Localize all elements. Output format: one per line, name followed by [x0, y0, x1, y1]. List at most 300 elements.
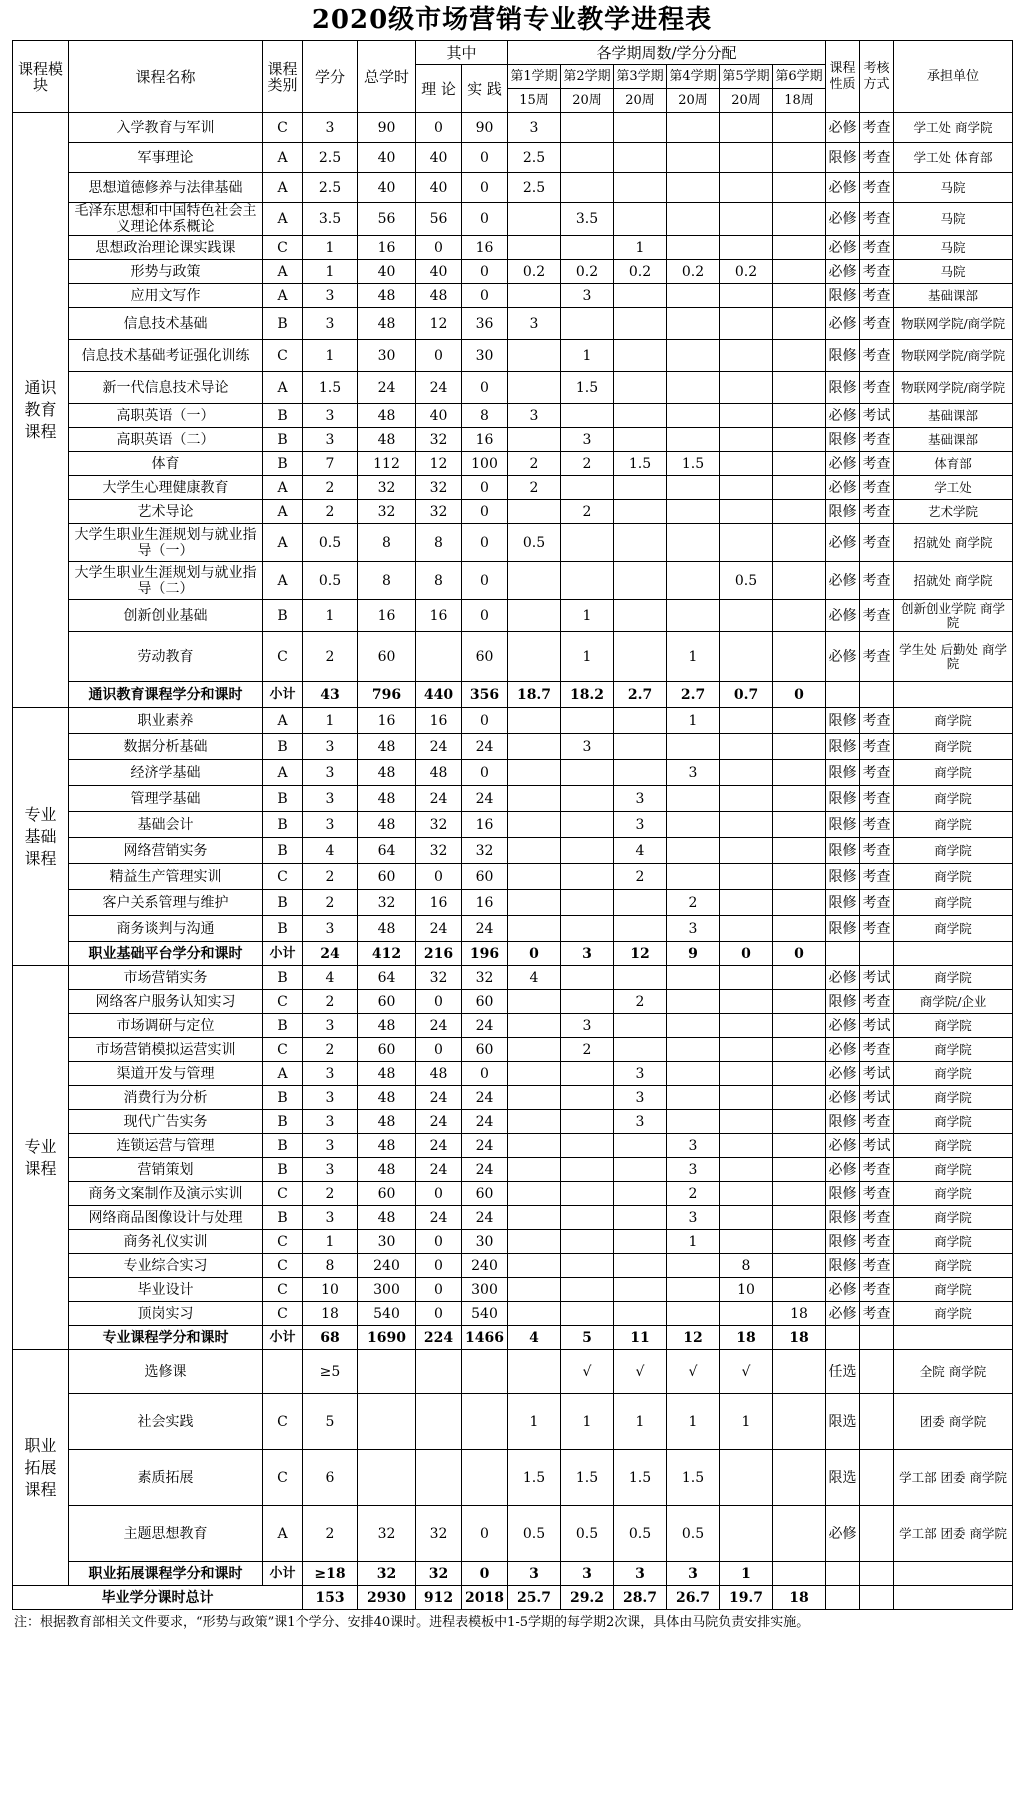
type-cell: A — [263, 143, 303, 173]
term-4-cell: 0.2 — [667, 260, 720, 284]
type-cell: A — [263, 1062, 303, 1086]
term-1-cell — [508, 708, 561, 734]
term-1-cell — [508, 203, 561, 236]
term-6-cell — [773, 1394, 826, 1450]
term-4-cell — [667, 524, 720, 562]
term-1-cell — [508, 1254, 561, 1278]
course-name-cell: 信息技术基础 — [69, 308, 263, 340]
theory-cell: 32 — [416, 838, 462, 864]
table-row — [13, 1038, 1013, 1062]
term-1-cell — [508, 1206, 561, 1230]
subtotal-value: 412 — [358, 942, 416, 966]
exam-cell: 考查 — [860, 1158, 894, 1182]
term-4-cell — [667, 340, 720, 372]
term-3-cell — [614, 143, 667, 173]
credit-cell: 1.5 — [303, 372, 358, 404]
term-6-cell — [773, 1206, 826, 1230]
term-1-cell: 2 — [508, 452, 561, 476]
module-cell: 专业课程 — [13, 966, 69, 1350]
subtotal-value: 0 — [462, 1562, 508, 1586]
subtotal-value: 3 — [561, 1562, 614, 1586]
term-5-cell — [720, 600, 773, 632]
header-term-6: 第6学期 — [773, 65, 826, 89]
subtotal-value: 18 — [720, 1326, 773, 1350]
practice-cell: 0 — [462, 1062, 508, 1086]
table-row — [13, 632, 1013, 682]
practice-cell: 60 — [462, 864, 508, 890]
unit-cell: 商学院 — [894, 1206, 1013, 1230]
term-1-cell — [508, 1086, 561, 1110]
total-value: 912 — [416, 1586, 462, 1610]
table-row — [13, 1134, 1013, 1158]
practice-cell: 24 — [462, 1134, 508, 1158]
theory-cell: 8 — [416, 562, 462, 600]
term-1-cell — [508, 632, 561, 682]
term-1-cell: 0.2 — [508, 260, 561, 284]
term-2-cell: 2 — [561, 1038, 614, 1062]
exam-cell: 考查 — [860, 143, 894, 173]
table-row — [13, 1062, 1013, 1086]
hours-cell: 24 — [358, 372, 416, 404]
practice-cell: 30 — [462, 340, 508, 372]
practice-cell: 90 — [462, 113, 508, 143]
term-5-cell — [720, 708, 773, 734]
term-2-cell: 1 — [561, 600, 614, 632]
course-name-cell: 消费行为分析 — [69, 1086, 263, 1110]
unit-cell: 学工处 — [894, 476, 1013, 500]
exam-cell: 考查 — [860, 1230, 894, 1254]
type-cell: B — [263, 1014, 303, 1038]
hours-cell: 48 — [358, 1158, 416, 1182]
term-3-cell — [614, 1206, 667, 1230]
course-name-cell: 体育 — [69, 452, 263, 476]
credit-cell: 1 — [303, 600, 358, 632]
empty-cell — [826, 682, 860, 708]
term-2-cell: 1.5 — [561, 372, 614, 404]
exam-cell: 考查 — [860, 600, 894, 632]
table-body — [13, 41, 1013, 1610]
term-6-cell — [773, 203, 826, 236]
subtotal-value: 12 — [667, 1326, 720, 1350]
nature-cell: 限修 — [826, 372, 860, 404]
exam-cell — [860, 1394, 894, 1450]
table-row — [13, 113, 1013, 143]
exam-cell: 考查 — [860, 260, 894, 284]
course-name-cell: 管理学基础 — [69, 786, 263, 812]
unit-cell: 学工处 体育部 — [894, 143, 1013, 173]
practice-cell: 16 — [462, 812, 508, 838]
hours-cell: 90 — [358, 113, 416, 143]
type-cell: B — [263, 600, 303, 632]
credit-cell: 3 — [303, 916, 358, 942]
subtotal-value: 0.7 — [720, 682, 773, 708]
practice-cell: 24 — [462, 734, 508, 760]
nature-cell: 必修 — [826, 173, 860, 203]
term-6-cell — [773, 1278, 826, 1302]
term-1-cell — [508, 864, 561, 890]
subtotal-value: 9 — [667, 942, 720, 966]
type-cell: A — [263, 203, 303, 236]
hours-cell: 48 — [358, 284, 416, 308]
hours-cell: 48 — [358, 786, 416, 812]
nature-cell: 限修 — [826, 734, 860, 760]
course-name-cell: 信息技术基础考证强化训练 — [69, 340, 263, 372]
header-theory: 理 论 — [416, 65, 462, 113]
hours-cell: 32 — [358, 890, 416, 916]
practice-cell: 60 — [462, 632, 508, 682]
header-exam: 考核方式 — [860, 41, 894, 113]
theory-cell: 32 — [416, 966, 462, 990]
practice-cell: 24 — [462, 786, 508, 812]
practice-cell: 0 — [462, 760, 508, 786]
term-5-cell — [720, 1230, 773, 1254]
term-6-cell — [773, 734, 826, 760]
type-cell: C — [263, 1230, 303, 1254]
theory-cell: 40 — [416, 173, 462, 203]
term-3-cell — [614, 1134, 667, 1158]
credit-cell: 2 — [303, 1038, 358, 1062]
footnote: 注：根据教育部相关文件要求，“形势与政策”课1个学分、安排40课时。进程表模板中1-5学期的每学期2次课，具体由马院负责安排实施。 — [14, 1615, 810, 1630]
credit-cell: 4 — [303, 838, 358, 864]
term-6-cell — [773, 284, 826, 308]
table-row — [13, 1506, 1013, 1562]
nature-cell: 限修 — [826, 340, 860, 372]
credit-cell: 3.5 — [303, 203, 358, 236]
term-6-cell — [773, 600, 826, 632]
term-1-cell — [508, 786, 561, 812]
course-name-cell: 军事理论 — [69, 143, 263, 173]
term-3-cell — [614, 708, 667, 734]
table-row — [13, 990, 1013, 1014]
unit-cell: 学工部 团委 商学院 — [894, 1450, 1013, 1506]
theory-cell: 48 — [416, 760, 462, 786]
term-1-cell — [508, 1182, 561, 1206]
exam-cell: 考查 — [860, 1182, 894, 1206]
term-2-cell: 0.2 — [561, 260, 614, 284]
header-row-1 — [13, 41, 1013, 65]
term-2-cell — [561, 1062, 614, 1086]
type-cell: B — [263, 404, 303, 428]
subtotal-tag: 小计 — [263, 942, 303, 966]
credit-cell: 3 — [303, 1014, 358, 1038]
course-name-cell: 素质拓展 — [69, 1450, 263, 1506]
unit-cell: 学生处 后勤处 商学院 — [894, 632, 1013, 682]
hours-cell: 300 — [358, 1278, 416, 1302]
term-1-cell — [508, 428, 561, 452]
term-4-cell — [667, 562, 720, 600]
unit-cell: 招就处 商学院 — [894, 562, 1013, 600]
term-4-cell — [667, 404, 720, 428]
total-value: 18 — [773, 1586, 826, 1610]
hours-cell: 48 — [358, 1062, 416, 1086]
term-2-cell — [561, 1278, 614, 1302]
theory-cell: 0 — [416, 864, 462, 890]
hours-cell: 40 — [358, 143, 416, 173]
term-2-cell — [561, 708, 614, 734]
credit-cell: 1 — [303, 236, 358, 260]
type-cell: A — [263, 372, 303, 404]
table-row — [13, 760, 1013, 786]
term-6-cell — [773, 1014, 826, 1038]
term-4-cell — [667, 1110, 720, 1134]
term-5-cell: 0.5 — [720, 562, 773, 600]
term-1-cell — [508, 1038, 561, 1062]
term-5-cell — [720, 340, 773, 372]
course-name-cell: 选修课 — [69, 1350, 263, 1394]
term-1-cell — [508, 1350, 561, 1394]
unit-cell: 商学院 — [894, 838, 1013, 864]
term-1-cell — [508, 1302, 561, 1326]
nature-cell: 必修 — [826, 1134, 860, 1158]
unit-cell: 商学院 — [894, 1278, 1013, 1302]
term-6-cell — [773, 562, 826, 600]
practice-cell: 36 — [462, 308, 508, 340]
term-1-cell — [508, 890, 561, 916]
term-5-cell — [720, 1062, 773, 1086]
nature-cell: 限修 — [826, 1110, 860, 1134]
term-5-cell — [720, 1038, 773, 1062]
exam-cell: 考查 — [860, 1302, 894, 1326]
table-row — [13, 1278, 1013, 1302]
subtotal-value: 24 — [303, 942, 358, 966]
term-6-cell — [773, 476, 826, 500]
term-2-cell: 1.5 — [561, 1450, 614, 1506]
subtotal-row — [13, 942, 1013, 966]
empty-cell — [894, 682, 1013, 708]
hours-cell: 48 — [358, 1134, 416, 1158]
term-6-cell — [773, 428, 826, 452]
term-1-cell: 0.5 — [508, 524, 561, 562]
course-name-cell: 劳动教育 — [69, 632, 263, 682]
term-5-cell — [720, 786, 773, 812]
term-2-cell: 3 — [561, 1014, 614, 1038]
credit-cell: 5 — [303, 1394, 358, 1450]
term-3-cell: √ — [614, 1350, 667, 1394]
hours-cell: 112 — [358, 452, 416, 476]
type-cell: B — [263, 966, 303, 990]
table-row — [13, 600, 1013, 632]
subtotal-value: 0 — [508, 942, 561, 966]
subtotal-value: 0 — [773, 942, 826, 966]
subtotal-value: 2.7 — [614, 682, 667, 708]
term-3-cell — [614, 203, 667, 236]
unit-cell: 商学院 — [894, 916, 1013, 942]
credit-cell: 3 — [303, 1110, 358, 1134]
curriculum-table-wrapper — [12, 40, 1012, 1610]
nature-cell: 限选 — [826, 1394, 860, 1450]
subtotal-label: 职业拓展课程学分和课时 — [69, 1562, 263, 1586]
table-row — [13, 1158, 1013, 1182]
term-3-cell: 1 — [614, 236, 667, 260]
table-row — [13, 786, 1013, 812]
term-1-cell — [508, 734, 561, 760]
type-cell: B — [263, 428, 303, 452]
term-1-cell — [508, 340, 561, 372]
total-value: 29.2 — [561, 1586, 614, 1610]
hours-cell — [358, 1450, 416, 1506]
course-name-cell: 职业素养 — [69, 708, 263, 734]
table-row — [13, 1230, 1013, 1254]
practice-cell: 24 — [462, 916, 508, 942]
type-cell: A — [263, 562, 303, 600]
practice-cell: 24 — [462, 1110, 508, 1134]
term-3-cell — [614, 1038, 667, 1062]
theory-cell: 48 — [416, 284, 462, 308]
credit-cell: 2 — [303, 500, 358, 524]
exam-cell: 考试 — [860, 1062, 894, 1086]
course-name-cell: 高职英语（一） — [69, 404, 263, 428]
practice-cell: 24 — [462, 1014, 508, 1038]
type-cell: A — [263, 284, 303, 308]
term-2-cell — [561, 1230, 614, 1254]
credit-cell: 8 — [303, 1254, 358, 1278]
header-credit: 学分 — [303, 41, 358, 113]
credit-cell: 2 — [303, 476, 358, 500]
term-4-cell — [667, 308, 720, 340]
type-cell: B — [263, 1086, 303, 1110]
practice-cell: 16 — [462, 428, 508, 452]
term-2-cell — [561, 864, 614, 890]
header-term-4: 第4学期 — [667, 65, 720, 89]
hours-cell: 48 — [358, 1086, 416, 1110]
term-4-cell — [667, 1014, 720, 1038]
term-3-cell: 1.5 — [614, 452, 667, 476]
type-cell: C — [263, 632, 303, 682]
term-6-cell — [773, 113, 826, 143]
term-5-cell — [720, 372, 773, 404]
nature-cell: 必修 — [826, 308, 860, 340]
exam-cell: 考查 — [860, 760, 894, 786]
theory-cell: 32 — [416, 428, 462, 452]
course-name-cell: 主题思想教育 — [69, 1506, 263, 1562]
exam-cell: 考查 — [860, 864, 894, 890]
term-2-cell — [561, 1110, 614, 1134]
term-6-cell — [773, 1350, 826, 1394]
term-5-cell: √ — [720, 1350, 773, 1394]
hours-cell: 40 — [358, 260, 416, 284]
term-1-cell: 1 — [508, 1394, 561, 1450]
header-module: 课程模块 — [13, 41, 69, 113]
practice-cell — [462, 1350, 508, 1394]
hours-cell: 48 — [358, 1206, 416, 1230]
table-row — [13, 966, 1013, 990]
course-name-cell: 顶岗实习 — [69, 1302, 263, 1326]
unit-cell: 商学院 — [894, 864, 1013, 890]
hours-cell: 32 — [358, 500, 416, 524]
term-4-cell — [667, 284, 720, 308]
unit-cell: 商学院 — [894, 1110, 1013, 1134]
exam-cell: 考查 — [860, 1278, 894, 1302]
unit-cell: 物联网学院/商学院 — [894, 340, 1013, 372]
term-3-cell — [614, 524, 667, 562]
term-4-cell — [667, 1086, 720, 1110]
type-cell: B — [263, 1110, 303, 1134]
subtotal-tag: 小计 — [263, 682, 303, 708]
theory-cell: 16 — [416, 890, 462, 916]
exam-cell: 考查 — [860, 1038, 894, 1062]
module-cell: 通识教育课程 — [13, 113, 69, 708]
term-5-cell — [720, 113, 773, 143]
theory-cell: 0 — [416, 1230, 462, 1254]
table-row — [13, 1350, 1013, 1394]
table-row — [13, 708, 1013, 734]
term-4-cell — [667, 1038, 720, 1062]
term-1-cell — [508, 600, 561, 632]
subtotal-value: 12 — [614, 942, 667, 966]
table-row — [13, 260, 1013, 284]
credit-cell: 3 — [303, 734, 358, 760]
exam-cell: 考查 — [860, 476, 894, 500]
unit-cell: 商学院 — [894, 1254, 1013, 1278]
nature-cell: 必修 — [826, 562, 860, 600]
term-5-cell — [720, 1206, 773, 1230]
term-3-cell: 3 — [614, 786, 667, 812]
term-6-cell — [773, 143, 826, 173]
theory-cell — [416, 1450, 462, 1506]
type-cell: A — [263, 500, 303, 524]
theory-cell — [416, 1350, 462, 1394]
unit-cell: 商学院 — [894, 1230, 1013, 1254]
course-name-cell: 毕业设计 — [69, 1278, 263, 1302]
term-1-cell — [508, 236, 561, 260]
unit-cell: 商学院 — [894, 1134, 1013, 1158]
term-3-cell: 0.2 — [614, 260, 667, 284]
credit-cell: 2.5 — [303, 143, 358, 173]
nature-cell: 必修 — [826, 1302, 860, 1326]
unit-cell: 商学院 — [894, 708, 1013, 734]
table-row — [13, 203, 1013, 236]
table-row — [13, 562, 1013, 600]
term-4-cell — [667, 1302, 720, 1326]
total-value: 2018 — [462, 1586, 508, 1610]
nature-cell: 必修 — [826, 966, 860, 990]
theory-cell — [416, 632, 462, 682]
subtotal-label: 专业课程学分和课时 — [69, 1326, 263, 1350]
term-2-cell — [561, 966, 614, 990]
unit-cell: 商学院 — [894, 966, 1013, 990]
table-row — [13, 1450, 1013, 1506]
type-cell: C — [263, 1182, 303, 1206]
subtotal-value: 18.2 — [561, 682, 614, 708]
theory-cell: 16 — [416, 600, 462, 632]
practice-cell: 0 — [462, 284, 508, 308]
type-cell: B — [263, 838, 303, 864]
term-5-cell — [720, 308, 773, 340]
header-term-1: 第1学期 — [508, 65, 561, 89]
course-name-cell: 客户关系管理与维护 — [69, 890, 263, 916]
unit-cell: 学工部 团委 商学院 — [894, 1506, 1013, 1562]
subtotal-label: 职业基础平台学分和课时 — [69, 942, 263, 966]
table-row — [13, 173, 1013, 203]
theory-cell: 24 — [416, 786, 462, 812]
term-1-cell — [508, 562, 561, 600]
subtotal-value: 3 — [614, 1562, 667, 1586]
term-6-cell — [773, 786, 826, 812]
term-5-cell — [720, 890, 773, 916]
nature-cell: 限修 — [826, 1230, 860, 1254]
theory-cell: 48 — [416, 1062, 462, 1086]
exam-cell — [860, 1506, 894, 1562]
term-2-cell — [561, 143, 614, 173]
term-4-cell — [667, 734, 720, 760]
hours-cell — [358, 1350, 416, 1394]
term-3-cell — [614, 428, 667, 452]
term-4-cell — [667, 428, 720, 452]
hours-cell: 40 — [358, 173, 416, 203]
term-5-cell — [720, 452, 773, 476]
total-value: 26.7 — [667, 1586, 720, 1610]
course-name-cell: 数据分析基础 — [69, 734, 263, 760]
